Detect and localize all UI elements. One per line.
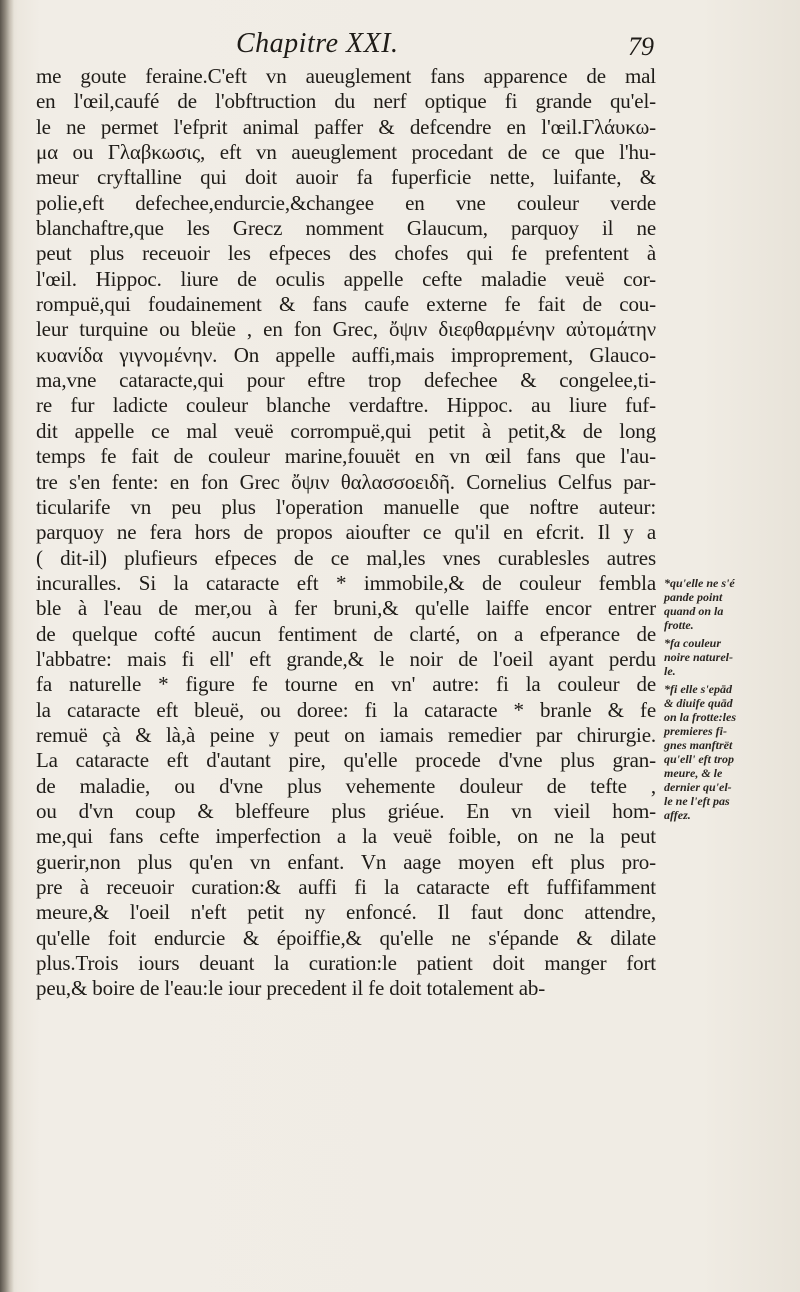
text-line: l'abbatre: mais fi ell' eft grande,& le noir de l'oeil ayant perdu bbox=[36, 646, 656, 671]
marginal-notes bbox=[664, 576, 796, 822]
text-line: la cataracte eft bleuë, ou doree: fi la cataracte * branle & fe bbox=[36, 697, 656, 722]
margin-note: *qu'elle ne s'é bbox=[664, 576, 735, 590]
margin-note: gnes manftrët bbox=[664, 738, 733, 752]
margin-note: qu'ell' eft trop bbox=[664, 752, 734, 766]
text-line: La cataracte eft d'autant pire, qu'elle procede d'vne plus gran- bbox=[36, 748, 656, 773]
text-line: μα ou Γλαβκωσις, eft vn aueuglement procedant de ce que l'hu- bbox=[36, 140, 656, 165]
text-line: polie,eft defechee,endurcie,&changee en vne couleur verde bbox=[36, 190, 656, 215]
margin-note: meure, & le bbox=[664, 766, 723, 780]
page-header bbox=[40, 28, 660, 64]
text-line: plus.Trois iours deuant la curation:le patient doit manger fort bbox=[36, 951, 656, 976]
text-line: guerir,non plus qu'en vn enfant. Vn aage moyen eft plus pro- bbox=[36, 849, 656, 874]
margin-note: *fi elle s'epād bbox=[664, 682, 732, 696]
text-line: rompuë,qui foudainement & fans caufe externe fe fait de cou- bbox=[36, 292, 656, 317]
text-line: me goute feraine.C'eft vn aueuglement fans apparence de mal bbox=[36, 64, 656, 88]
body-text bbox=[36, 64, 656, 1002]
binding-gutter bbox=[0, 0, 14, 1292]
text-line: parquoy ne fera hors de propos aioufter ce qu'il en efcrit. Il y a bbox=[36, 520, 656, 545]
text-line: remuë çà & là,à peine y peut on iamais remedier par chirurgie. bbox=[36, 722, 656, 747]
text-line: en l'œil,caufé de l'obftruction du nerf optique fi grande qu'el- bbox=[36, 89, 656, 114]
margin-note: le. bbox=[664, 664, 676, 678]
text-line: ble à l'eau de mer,ou à fer bruni,& qu'elle laiffe encor entrer bbox=[36, 596, 656, 621]
text-line: l'œil. Hippoc. liure de oculis appelle cefte maladie veuë cor- bbox=[36, 266, 656, 291]
text-line: ou d'vn coup & bleffeure plus griéue. En vn vieil hom- bbox=[36, 798, 656, 823]
text-line: re fur ladicte couleur blanche verdaftre. Hippoc. au liure fuf- bbox=[36, 393, 656, 418]
text-line: temps fe fait de couleur marine,fouuët en vn œil fans que l'au- bbox=[36, 444, 656, 469]
margin-note: pande point bbox=[664, 590, 723, 604]
text-line: incuralles. Si la cataracte eft * immobile,& de couleur fembla bbox=[36, 570, 656, 595]
margin-note: le ne l'eft pas bbox=[664, 794, 730, 808]
text-line: peu,& boire de l'eau:le iour precedent il fe doit totalement ab- bbox=[36, 976, 546, 1001]
running-title: Chapitre XXI. bbox=[236, 28, 399, 59]
text-line: ticularife vn peu plus l'operation manuelle que noftre auteur: bbox=[36, 494, 656, 519]
text-line: me,qui fans cefte imperfection a la veuë foible, on ne la peut bbox=[36, 824, 656, 849]
margin-note: dernier qu'el- bbox=[664, 780, 732, 794]
margin-note: frotte. bbox=[664, 618, 694, 632]
page-number: 79 bbox=[628, 32, 654, 61]
text-line: meure,& l'oeil n'eft petit ny enfoncé. Il faut donc attendre, bbox=[36, 900, 656, 925]
margin-note: & diuife quād bbox=[664, 696, 733, 710]
text-line: tre s'en fente: en fon Grec ὄψιν θαλασσοειδῆ. Cornelius Celfus par- bbox=[36, 469, 656, 494]
text-line: le ne permet l'efprit animal paffer & defcendre en l'œil.Γλάυκω- bbox=[36, 114, 656, 139]
margin-note: on la frotte:les bbox=[664, 710, 736, 724]
margin-note: premieres fi- bbox=[664, 724, 727, 738]
text-line: ma,vne cataracte,qui pour eftre trop defechee & congelee,ti- bbox=[36, 368, 656, 393]
text-line: ( dit-il) plufieurs efpeces de ce mal,les vnes curablesles autres bbox=[36, 545, 656, 570]
text-line: pre à receuoir curation:& auffi fi la cataracte eft fuffifamment bbox=[36, 875, 656, 899]
text-line: de maladie, ou d'vne plus vehemente douleur de tefte , bbox=[36, 773, 656, 798]
text-line: dit appelle ce mal veuë corrompuë,qui petit à petit,& de long bbox=[36, 418, 656, 443]
text-line: meur cryftalline qui doit auoir fa fuperficie nette, luifante, & bbox=[36, 165, 656, 190]
margin-note: quand on la bbox=[664, 604, 724, 618]
text-line: fa naturelle * figure fe tourne en vn' autre: fi la couleur de bbox=[36, 672, 656, 697]
margin-note: noire naturel- bbox=[664, 650, 734, 664]
text-line: leur turquine ou bleüe , en fon Grec, ὄψιν διεφθαρμένην αὐτομάτην bbox=[36, 317, 656, 342]
text-line: qu'elle foit endurcie & époiffie,& qu'elle ne s'épande & dilate bbox=[36, 925, 656, 950]
text-line: peut plus receuoir les efpeces des chofes qui fe prefentent à bbox=[36, 241, 656, 266]
text-line: κυανίδα γιγνομένην. On appelle auffi,mais improprement, Glauco- bbox=[36, 342, 656, 367]
margin-note: *fa couleur bbox=[664, 636, 721, 650]
text-line: blanchaftre,que les Grecz nomment Glaucum, parquoy il ne bbox=[36, 216, 656, 241]
text-line: de quelque cofté aucun fentiment de clarté, on a efperance de bbox=[36, 621, 656, 646]
margin-note: affez. bbox=[664, 808, 691, 822]
